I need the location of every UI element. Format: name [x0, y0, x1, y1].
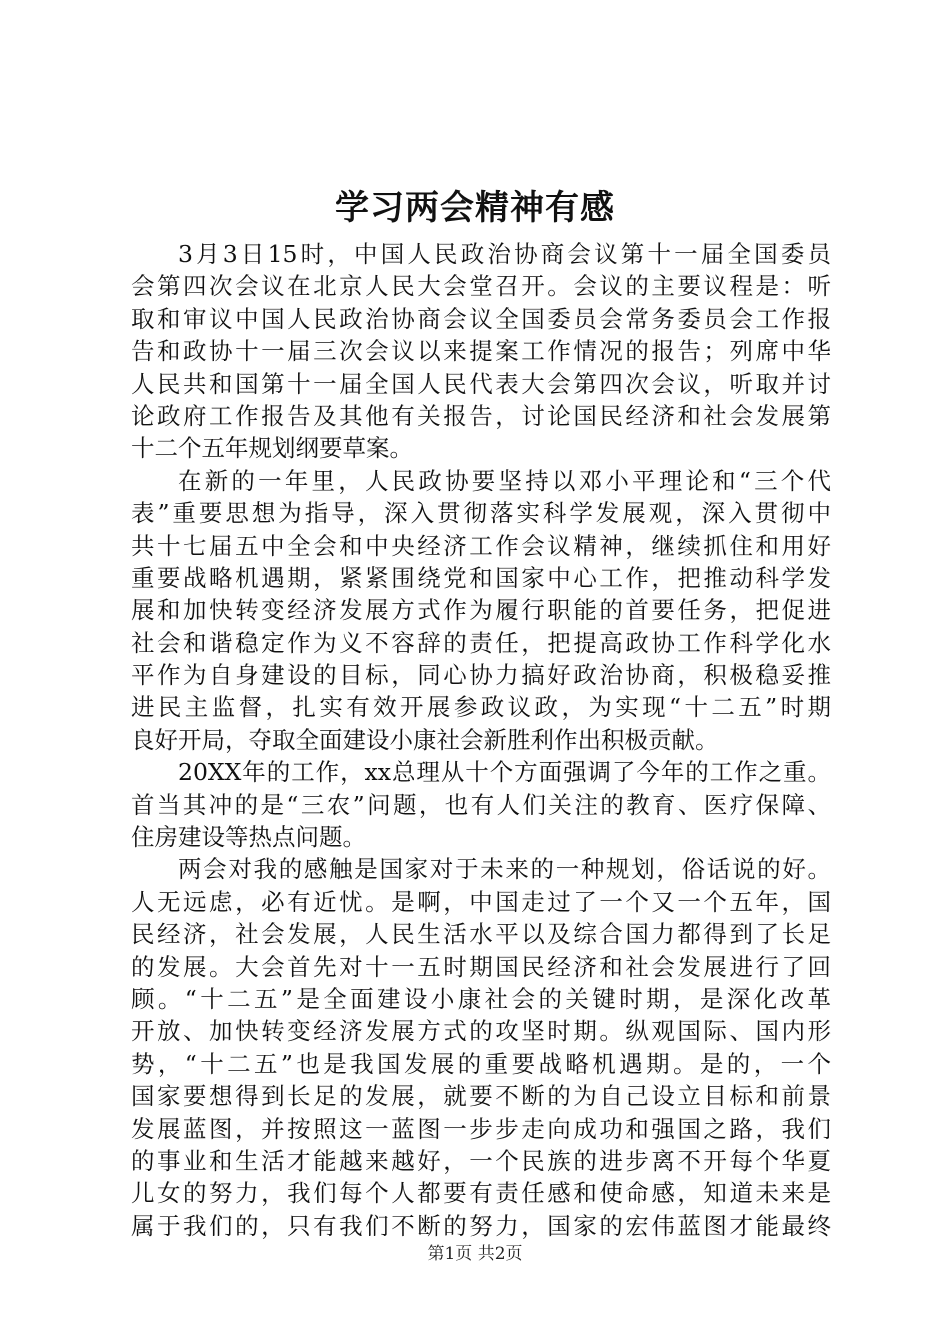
- paragraph-2-line: 平作为自身建设的目标，同心协力搞好政治协商，积极稳妥推: [131, 661, 831, 690]
- paragraph-1-line: 论政府工作报告及其他有关报告，讨论国民经济和社会发展第: [131, 401, 831, 430]
- document-body: [131, 238, 831, 1242]
- paragraph-2-line: 重要战略机遇期，紧紧围绕党和国家中心工作，把推动科学发: [131, 563, 831, 592]
- paragraph-4-line: 人无远虑，必有近忧。是啊，中国走过了一个又一个五年，国: [131, 887, 831, 916]
- paragraph-4-line: 发展蓝图，并按照这一蓝图一步步走向成功和强国之路，我们: [131, 1114, 831, 1143]
- paragraph-1-line: 告和政协十一届三次会议以来提案工作情况的报告；列席中华: [131, 337, 831, 366]
- document-title: 学习两会精神有感: [335, 188, 615, 228]
- paragraph-4-line: 的事业和生活才能越来越好，一个民族的进步离不开每个华夏: [131, 1146, 831, 1175]
- paragraph-1-line: 人民共和国第十一届全国人民代表大会第四次会议，听取并讨: [131, 369, 831, 398]
- paragraph-1-line: 十二个五年规划纲要草案。: [131, 434, 413, 463]
- paragraph-2-line: 表”重要思想为指导，深入贯彻落实科学发展观，深入贯彻中: [131, 499, 831, 528]
- paragraph-1-line: 取和审议中国人民政治协商会议全国委员会常务委员会工作报: [131, 304, 831, 333]
- page-number-footer: 第1页 共2页: [427, 1244, 523, 1264]
- paragraph-2-line: 良好开局，夺取全面建设小康社会新胜利作出积极贡献。: [131, 725, 719, 754]
- paragraph-2-line: 进民主监督，扎实有效开展参政议政，为实现“十二五”时期: [131, 693, 831, 722]
- paragraph-4-line: 儿女的努力，我们每个人都要有责任感和使命感，知道未来是: [131, 1179, 831, 1208]
- paragraph-3-line: 20XX年的工作，xx总理从十个方面强调了今年的工作之重。: [178, 758, 831, 787]
- paragraph-4-line: 开放、加快转变经济发展方式的攻坚时期。纵观国际、国内形: [131, 1017, 831, 1046]
- paragraph-2-line: 共十七届五中全会和中央经济工作会议精神，继续抓住和用好: [131, 531, 831, 560]
- paragraph-4-line: 属于我们的，只有我们不断的努力，国家的宏伟蓝图才能最终: [131, 1211, 831, 1240]
- paragraph-4-line: 国家要想得到长足的发展，就要不断的为自己设立目标和前景: [131, 1082, 831, 1111]
- paragraph-4-line: 势，“十二五”也是我国发展的重要战略机遇期。是的，一个: [131, 1049, 831, 1078]
- paragraph-1-line: 3月3日15时，中国人民政治协商会议第十一届全国委员: [178, 240, 831, 268]
- paragraph-2-line: 社会和谐稳定作为义不容辞的责任，把提高政协工作科学化水: [131, 628, 831, 657]
- paragraph-3-line: 首当其冲的是“三农”问题，也有人们关注的教育、医疗保障、: [131, 790, 831, 819]
- paragraph-4-line: 两会对我的感触是国家对于未来的一种规划，俗话说的好。: [178, 855, 831, 884]
- paragraph-4-line: 民经济，社会发展，人民生活水平以及综合国力都得到了长足: [131, 920, 831, 949]
- paragraph-3-line: 住房建设等热点问题。: [131, 823, 366, 852]
- paragraph-2-line: 展和加快转变经济发展方式作为履行职能的首要任务，把促进: [131, 596, 831, 625]
- paragraph-4-line: 顾。“十二五”是全面建设小康社会的关键时期，是深化改革: [131, 984, 831, 1013]
- paragraph-2-line: 在新的一年里，人民政协要坚持以邓小平理论和“三个代: [178, 466, 831, 495]
- paragraph-1-line: 会第四次会议在北京人民大会堂召开。会议的主要议程是：听: [131, 272, 831, 301]
- paragraph-4-line: 的发展。大会首先对十一五时期国民经济和社会发展进行了回: [131, 952, 831, 981]
